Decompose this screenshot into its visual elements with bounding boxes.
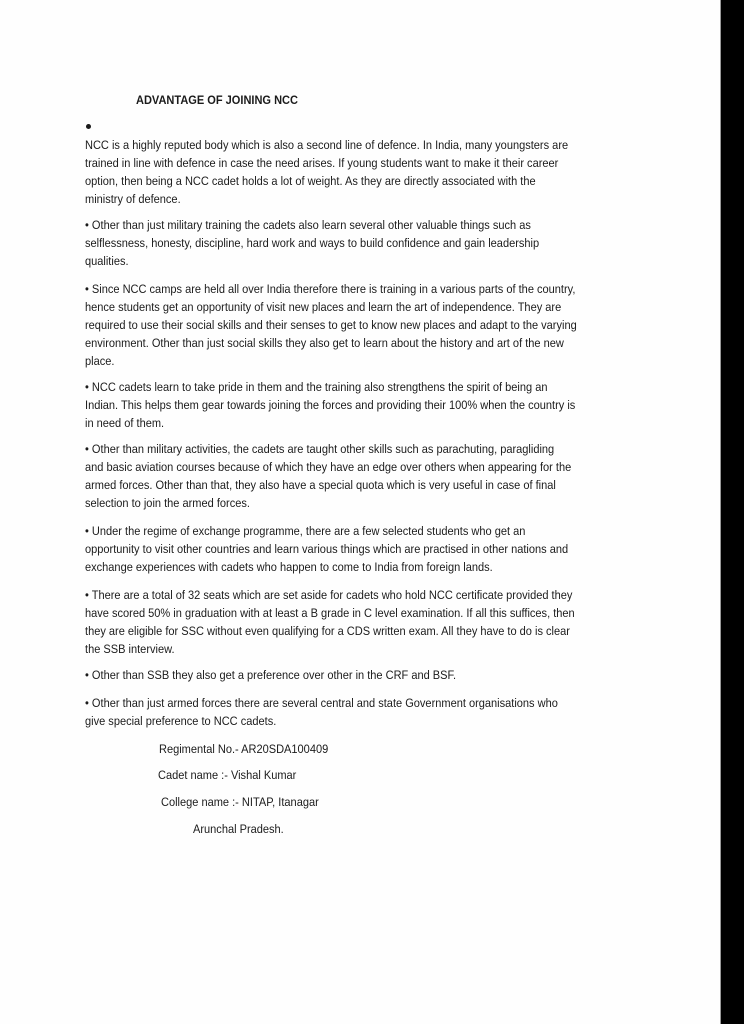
paragraph-line: give special preference to NCC cadets. xyxy=(85,714,277,728)
paragraph-line: environment. Other than just social skills they also get to learn about the history and art of the new xyxy=(85,336,564,350)
paragraph-line: the SSB interview. xyxy=(85,642,175,656)
paragraph-line: selection to join the armed forces. xyxy=(85,496,250,510)
cadet-name: Cadet name :- Vishal Kumar xyxy=(158,768,297,782)
paragraph-line: • Other than just military training the cadets also learn several other valuable things such as xyxy=(85,218,531,232)
paragraph-line: place. xyxy=(85,354,115,368)
paragraph-line: • Other than military activities, the cadets are taught other skills such as parachuting, paragliding xyxy=(85,442,555,456)
paragraph-line: required to use their social skills and their senses to get to know new places and adapt to the varying xyxy=(85,318,577,332)
paragraph-line: ministry of defence. xyxy=(85,192,181,206)
paragraph-line: Indian. This helps them gear towards joining the forces and providing their 100% when the country is xyxy=(85,398,576,412)
paragraph-line: • There are a total of 32 seats which are set aside for cadets who hold NCC certificate provided they xyxy=(85,588,573,602)
paragraph-line: armed forces. Other than that, they also have a special quota which is very useful in case of final xyxy=(85,478,556,492)
regimental-number: Regimental No.- AR20SDA100409 xyxy=(159,742,329,756)
college-name: College name :- NITAP, Itanagar xyxy=(161,795,319,809)
paragraph-line: option, then being a NCC cadet holds a lot of weight. As they are directly associated with the xyxy=(85,174,536,188)
paragraph-line: selflessness, honesty, discipline, hard work and ways to build confidence and gain leadership xyxy=(85,236,540,250)
paragraph-line: qualities. xyxy=(85,254,129,268)
state-name: Arunchal Pradesh. xyxy=(193,822,284,836)
paragraph-line: trained in line with defence in case the need arises. If young students want to make it their career xyxy=(85,156,559,170)
paragraph-line: have scored 50% in graduation with at least a B grade in C level examination. If all this suffices, then xyxy=(85,606,575,620)
paragraph-line: NCC is a highly reputed body which is also a second line of defence. In India, many youngsters are xyxy=(85,138,569,152)
paragraph-line: they are eligible for SSC without even qualifying for a CDS written exam. All they have to do is clear xyxy=(85,624,570,638)
paragraph-line: • Since NCC camps are held all over India therefore there is training in a various parts of the country, xyxy=(85,282,576,296)
paragraph-line: • Under the regime of exchange programme, there are a few selected students who get an xyxy=(85,524,526,538)
paragraph-line: • Other than SSB they also get a preference over other in the CRF and BSF. xyxy=(85,668,457,682)
paragraph-line: opportunity to visit other countries and learn various things which are practised in other nations and xyxy=(85,542,569,556)
paragraph-line: • Other than just armed forces there are several central and state Government organisations who xyxy=(85,696,558,710)
paragraph-line: hence students get an opportunity of visit new places and learn the art of independence. They are xyxy=(85,300,562,314)
paragraph-line: and basic aviation courses because of which they have an edge over others when appearing for the xyxy=(85,460,572,474)
paragraph-line: exchange experiences with cadets who happen to come to India from foreign lands. xyxy=(85,560,493,574)
paragraph-line: in need of them. xyxy=(85,416,165,430)
bullet-marker xyxy=(86,124,91,129)
paragraph-line: • NCC cadets learn to take pride in them and the training also strengthens the spirit of being an xyxy=(85,380,548,394)
document-title: ADVANTAGE OF JOINING NCC xyxy=(136,93,298,107)
